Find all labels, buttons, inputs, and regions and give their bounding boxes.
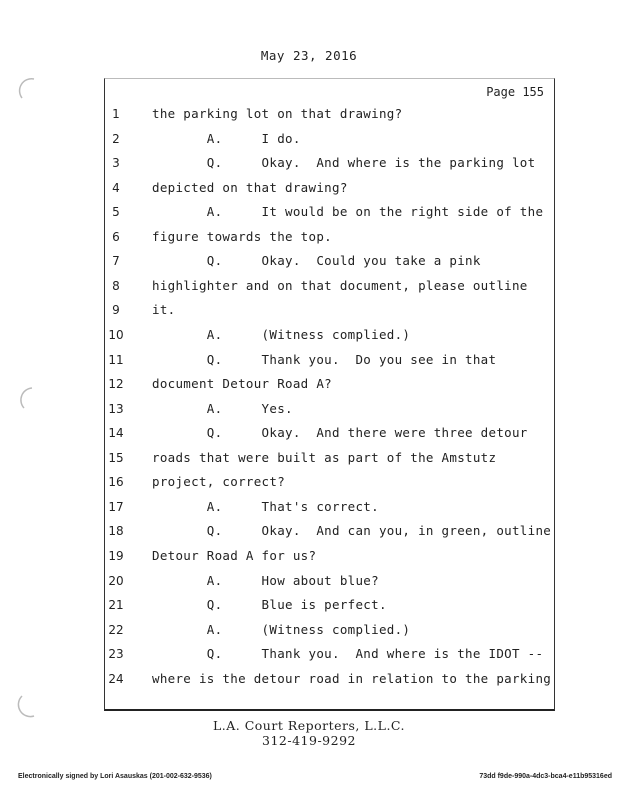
line-text: A. Yes.	[152, 401, 293, 416]
line-text: A. That's correct.	[152, 499, 379, 514]
line-text: Q. Blue is perfect.	[152, 597, 387, 612]
line-text: Detour Road A for us?	[152, 548, 317, 563]
line-number: 17	[108, 500, 124, 514]
line-number: 12	[108, 377, 124, 391]
line-text: Q. Thank you. Do you see in that	[152, 352, 497, 367]
line-number: 9	[112, 303, 120, 317]
line-number: 20	[108, 574, 124, 588]
line-number: 13	[108, 402, 124, 416]
line-text: A. (Witness complied.)	[152, 327, 411, 342]
line-text: A. It would be on the right side of the	[152, 204, 544, 219]
line-number: 6	[112, 230, 120, 244]
page-number: Page 155	[486, 85, 544, 99]
line-text: Q. Okay. And there were three detour	[152, 425, 528, 440]
line-text: it.	[152, 302, 176, 317]
document-hash: 73dd f9de-990a-4dc3-bca4-e11b95316ed	[479, 773, 612, 780]
line-text: the parking lot on that drawing?	[152, 106, 403, 121]
line-text: roads that were built as part of the Amstutz	[152, 450, 497, 465]
line-text: depicted on that drawing?	[152, 180, 348, 195]
line-number: 4	[112, 181, 120, 195]
reporter-name: L.A. Court Reporters, L.L.C.	[212, 718, 406, 733]
line-number: 15	[108, 451, 124, 465]
hole-punch-mark	[14, 694, 38, 718]
line-number: 21	[108, 598, 124, 612]
transcript-box	[104, 78, 555, 711]
line-text: Q. Okay. And can you, in green, outline	[152, 523, 552, 538]
line-text: highlighter and on that document, please outline	[152, 278, 528, 293]
line-number: 23	[108, 647, 124, 661]
esign-notice: Electronically signed by Lori Asauskas (201-002-632-9536)	[18, 773, 212, 780]
header-date: May 23, 2016	[260, 48, 358, 63]
line-number: 3	[112, 156, 120, 170]
line-text: project, correct?	[152, 474, 286, 489]
line-text: Q. Thank you. And where is the IDOT --	[152, 646, 544, 661]
line-text: A. I do.	[152, 131, 301, 146]
hole-punch-mark	[14, 386, 38, 410]
line-text: A. How about blue?	[152, 573, 379, 588]
line-text: where is the detour road in relation to the parking	[152, 671, 552, 686]
line-number: 19	[108, 549, 124, 563]
reporter-phone: 312-419-9292	[262, 733, 356, 748]
line-number: 7	[112, 254, 120, 268]
line-number: 14	[108, 426, 124, 440]
line-number: 10	[108, 328, 124, 342]
line-text: Q. Okay. And where is the parking lot	[152, 155, 536, 170]
line-number: 24	[108, 672, 124, 686]
line-text: Q. Okay. Could you take a pink	[152, 253, 481, 268]
line-number: 8	[112, 279, 120, 293]
line-number: 2	[112, 132, 120, 146]
line-number: 18	[108, 524, 124, 538]
line-number: 5	[112, 205, 120, 219]
line-number: 11	[108, 353, 124, 367]
line-text: figure towards the top.	[152, 229, 332, 244]
line-number: 16	[108, 475, 124, 489]
line-text: document Detour Road A?	[152, 376, 332, 391]
line-number: 22	[108, 623, 124, 637]
hole-punch-mark	[14, 76, 38, 100]
line-number: 1	[112, 107, 120, 121]
line-text: A. (Witness complied.)	[152, 622, 411, 637]
